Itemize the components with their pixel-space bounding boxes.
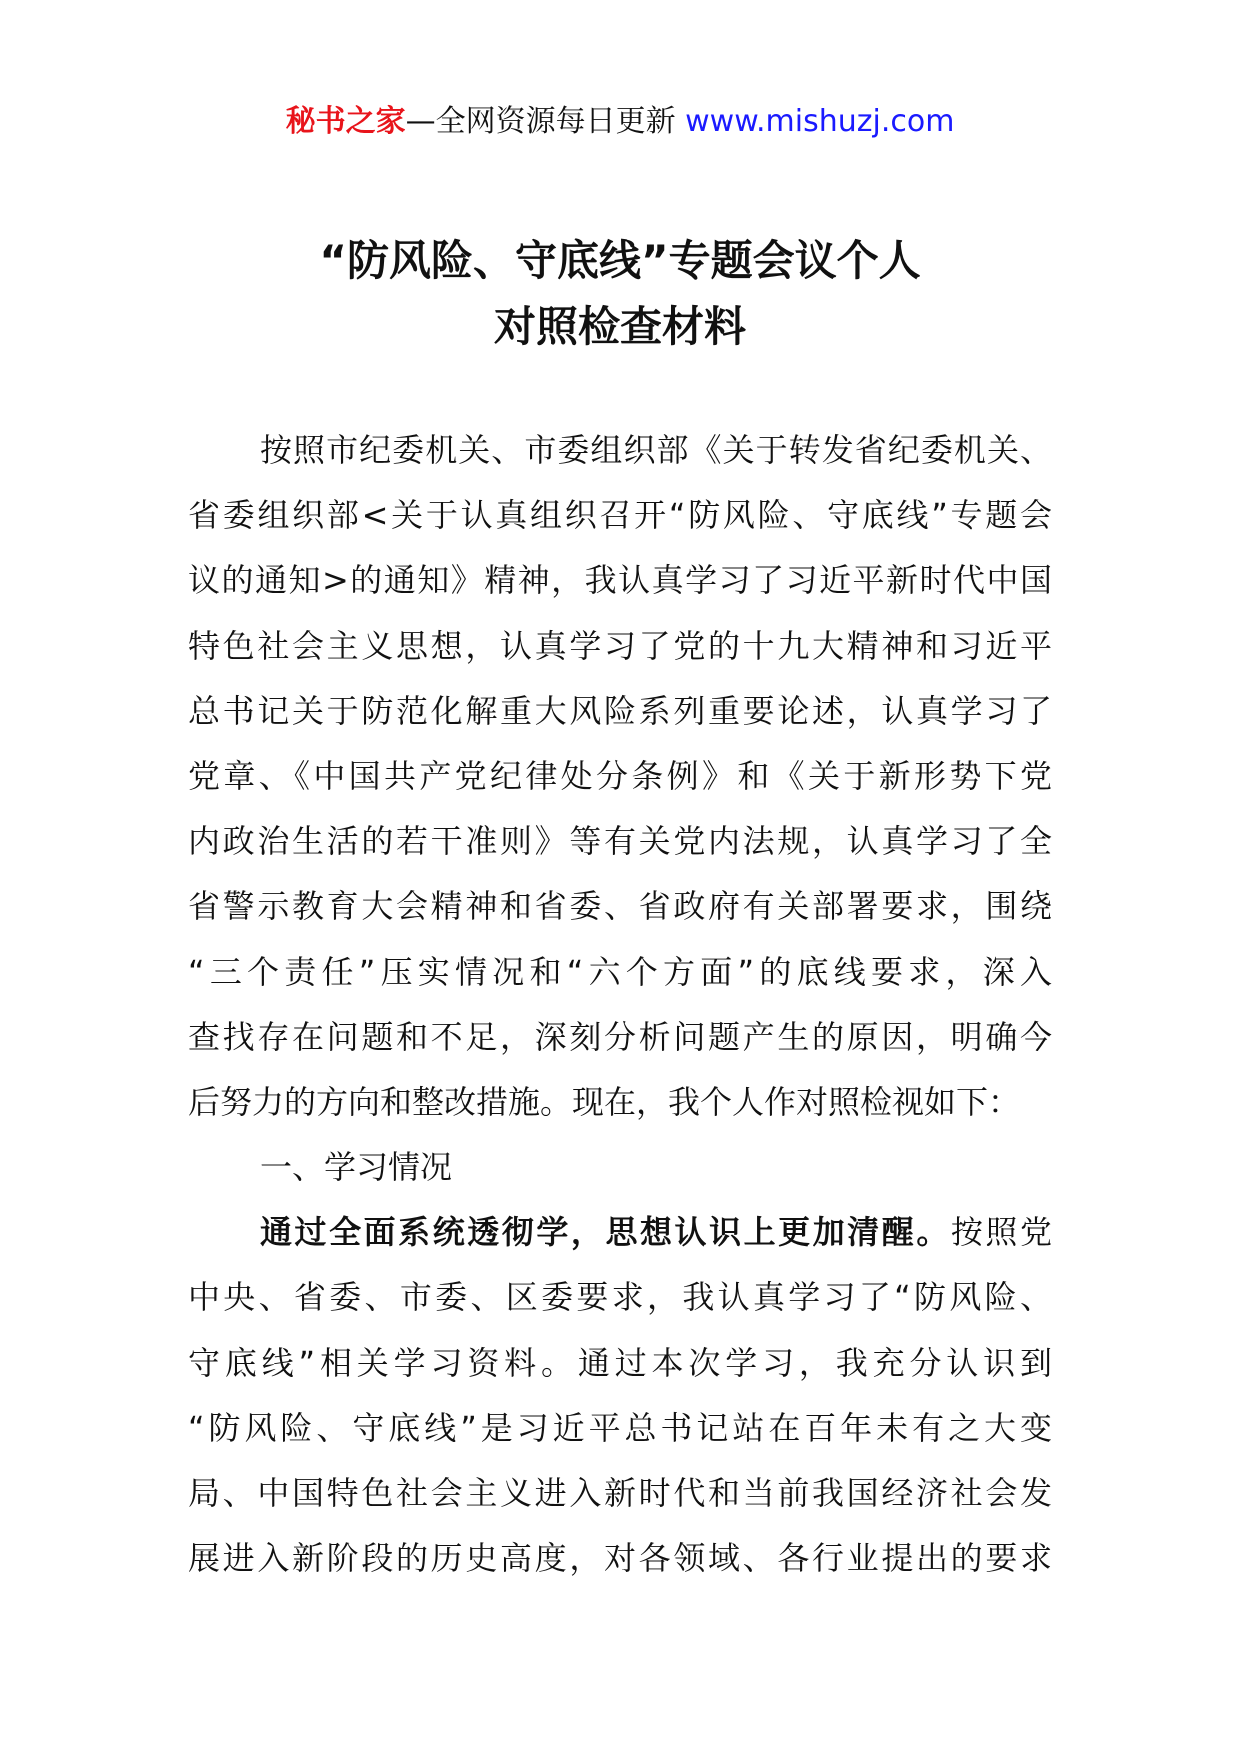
site-url-link[interactable]: www.mishuzj.com bbox=[685, 104, 955, 139]
paragraph-line: 特色社会主义思想，认真学习了党的十九大精神和习近平 bbox=[188, 626, 1052, 665]
paragraph-line: 省警示教育大会精神和省委、省政府有关部署要求，围绕 bbox=[188, 887, 1052, 926]
paragraph-line: 查找存在问题和不足，深刻分析问题产生的原因，明确今 bbox=[188, 1017, 1052, 1056]
paragraph-line: 中央、省委、市委、区委要求，我认真学习了“防风险、 bbox=[188, 1278, 1052, 1317]
paragraph-line: 后努力的方向和整改措施。现在，我个人作对照检视如下： bbox=[188, 1082, 1021, 1121]
paragraph-line: 议的通知>的通知》精神，我认真学习了习近平新时代中国 bbox=[188, 561, 1052, 600]
header-slogan: —全网资源每日更新 bbox=[405, 104, 686, 139]
paragraph-line: 局、中国特色社会主义进入新时代和当前我国经济社会发 bbox=[188, 1474, 1052, 1512]
section-heading: 一、学习情况 bbox=[260, 1148, 453, 1187]
paragraph-line: 内政治生活的若干准则》等有关党内法规，认真学习了全 bbox=[188, 822, 1052, 861]
brand-name: 秘书之家 bbox=[285, 104, 406, 139]
paragraph-line-with-bold-lead bbox=[188, 1200, 1052, 1265]
paragraph-line: 总书记关于防范化解重大风险系列重要论述，认真学习了 bbox=[188, 691, 1052, 730]
paragraph-line: 守底线”相关学习资料。通过本次学习，我充分认识到 bbox=[188, 1343, 1052, 1382]
site-header bbox=[0, 100, 1240, 144]
document-title bbox=[0, 228, 1240, 360]
paragraph-line: 党章、《中国共产党纪律处分条例》和《关于新形势下党 bbox=[188, 756, 1052, 795]
paragraph-line: 展进入新阶段的历史高度，对各领域、各行业提出的要求 bbox=[188, 1539, 1052, 1578]
bold-lead-sentence: 通过全面系统透彻学，思想认识上更加清醒。 bbox=[260, 1213, 951, 1252]
paragraph-line: 省委组织部<关于认真组织召开“防风险、守底线”专题会 bbox=[188, 496, 1052, 535]
title-line-2: 对照检查材料 bbox=[493, 302, 746, 351]
paragraph-line: 按照市纪委机关、市委组织部《关于转发省纪委机关、 bbox=[260, 431, 1052, 469]
paragraph-line: “三个责任”压实情况和“六个方面”的底线要求，深入 bbox=[188, 952, 1052, 991]
paragraph-line: “防风险、守底线”是习近平总书记站在百年未有之大变 bbox=[188, 1408, 1052, 1447]
document-body bbox=[188, 418, 1052, 1591]
title-line-1: “防风险、守底线”专题会议个人 bbox=[319, 236, 921, 285]
paragraph-text: 按照党 bbox=[950, 1213, 1052, 1252]
